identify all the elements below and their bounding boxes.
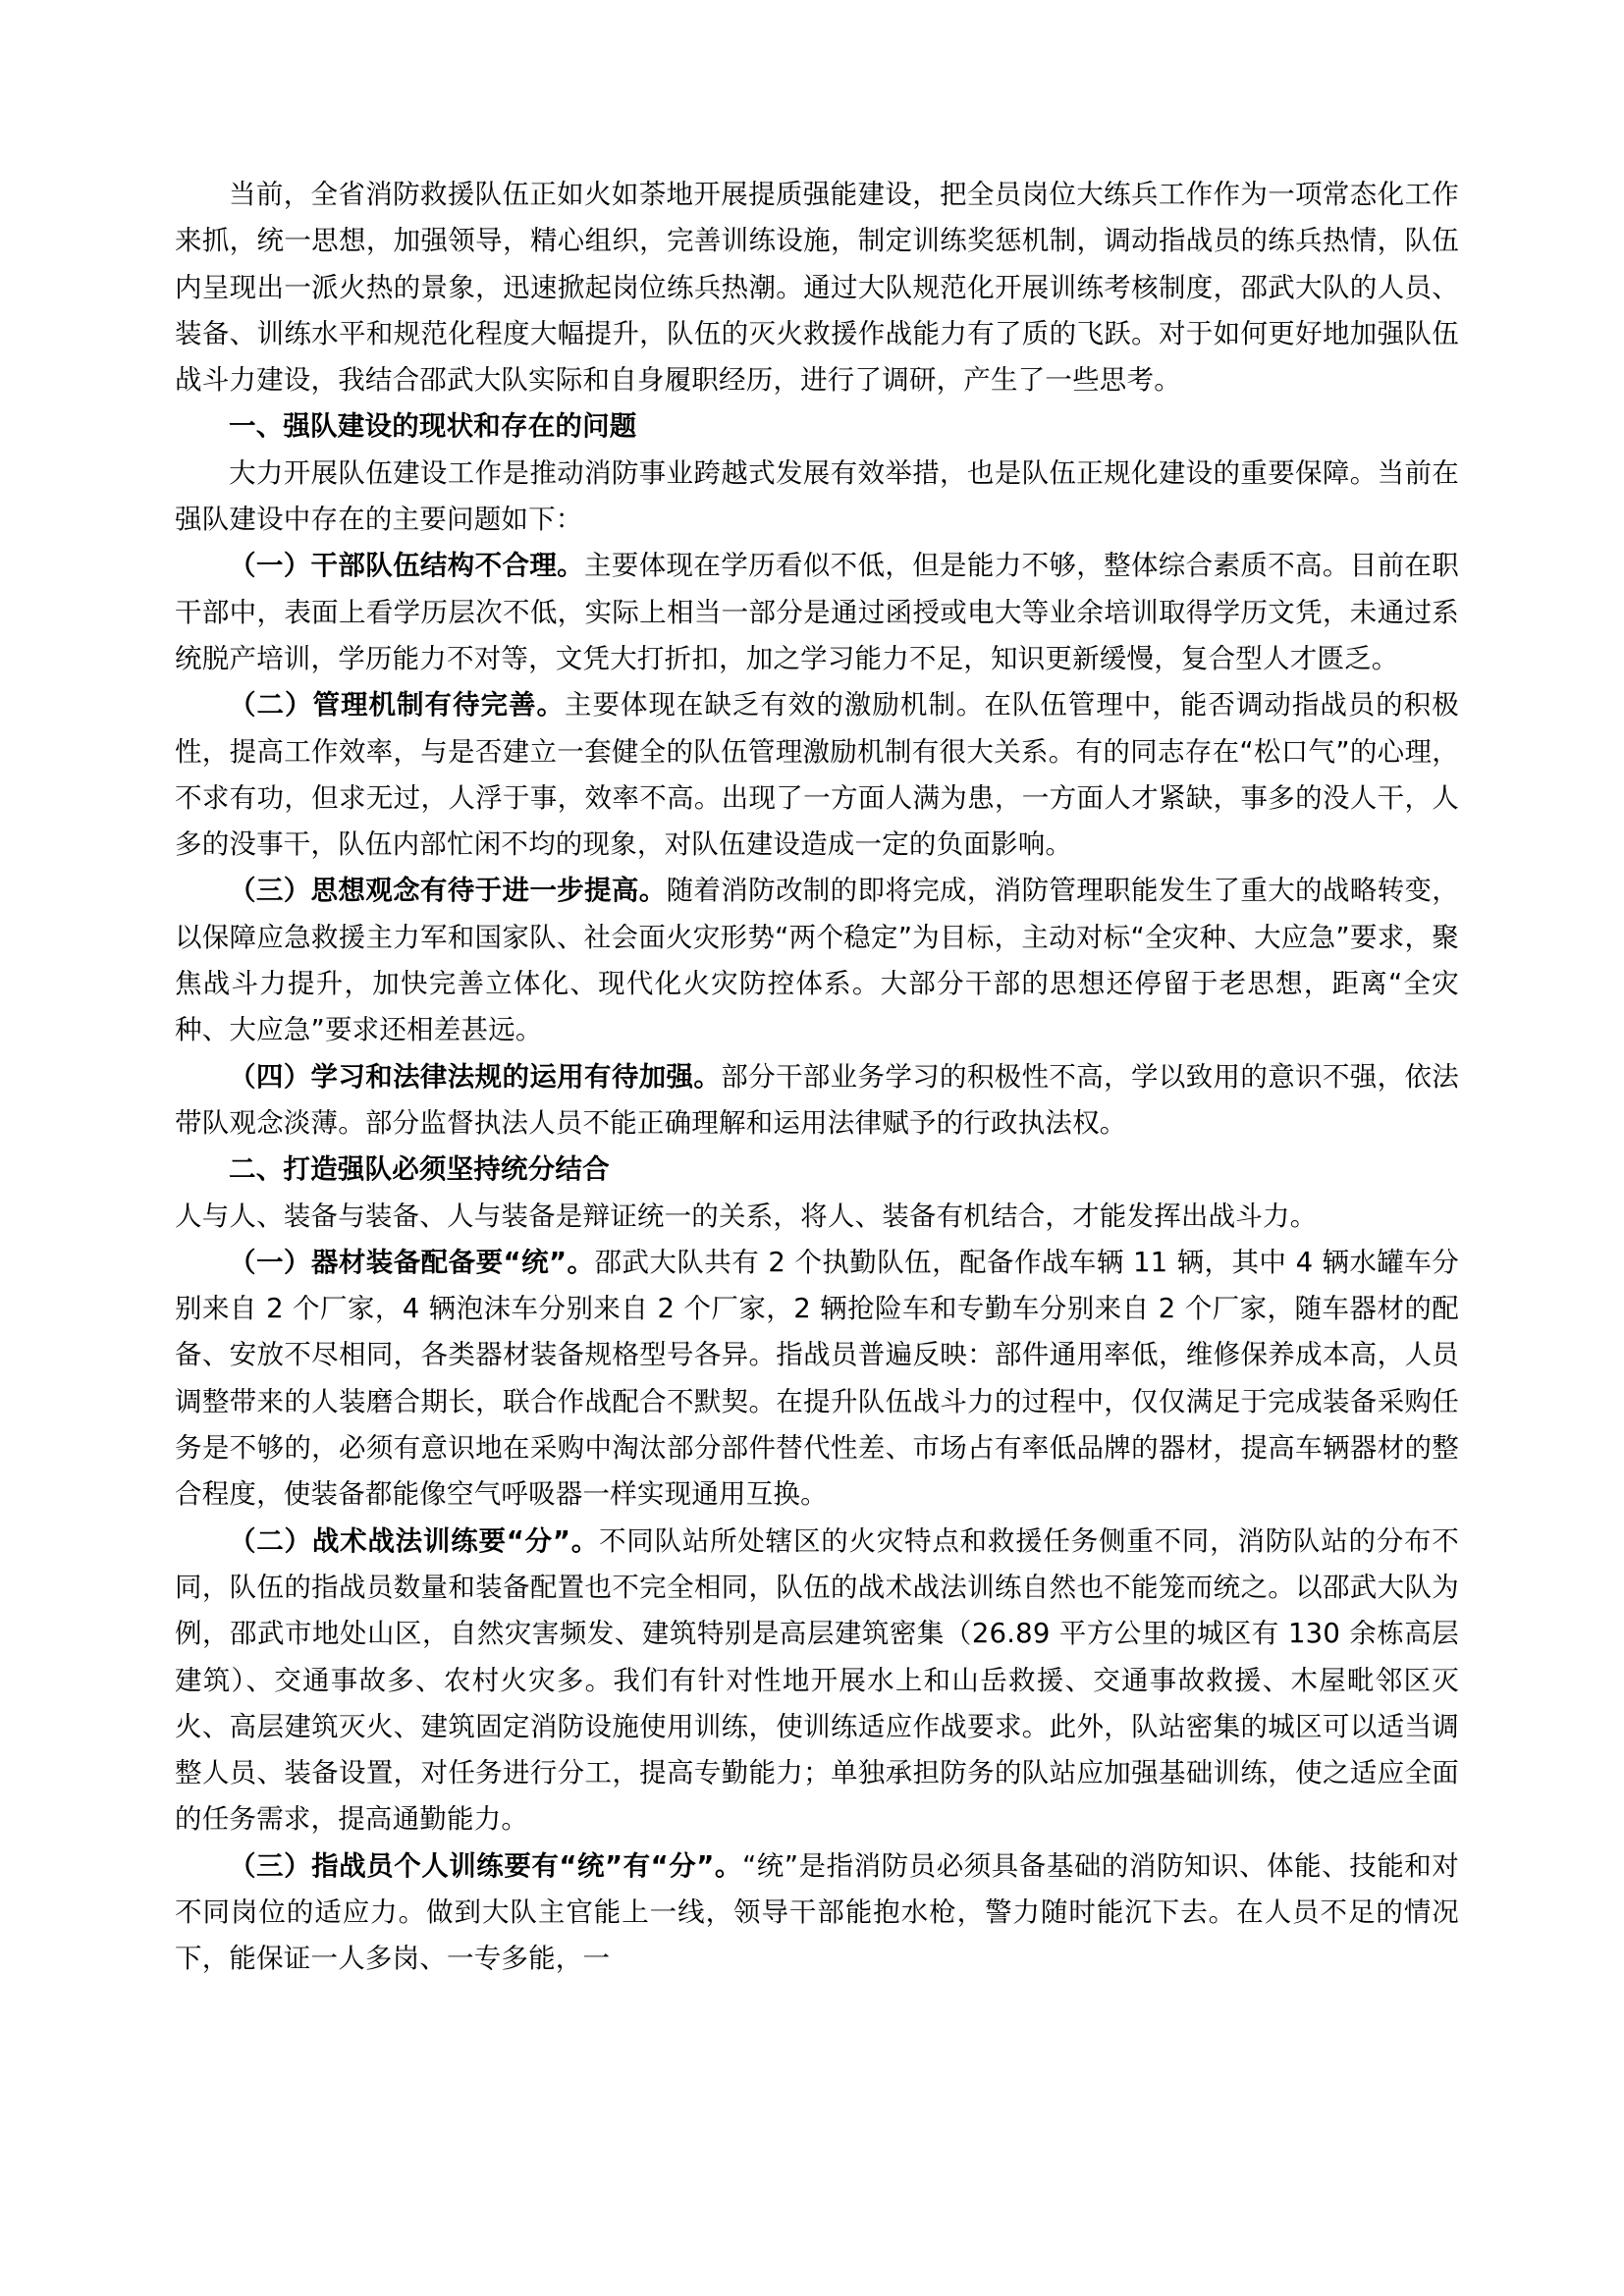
paragraph-2 [175,543,1459,682]
paragraph-8-lead: （二）战术战法训练要“分”。 [229,1524,600,1557]
paragraph-2-text: 主要体现在学历看似不低，但是能力不够，整体综合素质不高。目前在职干部中，表面上看学历层次不低，实际上相当一部分是通过函授或电大等业余培训取得学历文凭，未通过系统脱产培训，学历能力不对等，文凭大打折扣，加之学习能力不足，知识更新缓慢，复合型人才匮乏。 [175,550,1459,674]
paragraph-2-lead: （一）干部队伍结构不合理。 [229,550,585,582]
document-body [175,172,1459,1983]
paragraph-3 [175,682,1459,868]
paragraph-9-lead: （三）指战员个人训练要有“统”有“分”。 [229,1849,742,1882]
section-heading-1: 一、强队建设的现状和存在的问题 [229,410,637,443]
paragraph-8-text: 不同队站所处辖区的火灾特点和救援任务侧重不同，消防队站的分布不同，队伍的指战员数量和装备配置也不完全相同，队伍的战术战法训练自然也不能笼而统之。以邵武大队为例，邵武市地处山区，自然灾害频发、建筑特别是高层建筑密集（26.89 平方公里的城区有 130 余栋高层建筑）、交通事故多、农村火灾多。我们有针对性地开展水上和山岳救援、交通事故救援、木屋毗邻区灭火、高层建筑灭火、建筑固定消防设施使用训练，使训练适应作战要求。此外，队站密集的城区可以适当调整人员、装备设置，对任务进行分工，提高专勤能力；单独承担防务的队站应加强基础训练，使之适应全面的任务需求，提高通勤能力。 [175,1524,1459,1836]
paragraph-intro: 当前，全省消防救援队伍正如火如荼地开展提质强能建设，把全员岗位大练兵工作作为一项常态化工作来抓，统一思想，加强领导，精心组织，完善训练设施，制定训练奖惩机制，调动指战员的练兵热情，队伍内呈现出一派火热的景象，迅速掀起岗位练兵热潮。通过大队规范化开展训练考核制度，邵武大队的人员、装备、训练水平和规范化程度大幅提升，队伍的灭火救援作战能力有了质的飞跃。对于如何更好地加强队伍战斗力建设，我结合邵武大队实际和自身履职经历，进行了调研，产生了一些思考。 [175,179,1459,397]
paragraph-7-lead: （一）器材装备配备要“统”。 [229,1246,595,1278]
paragraph-3-text: 主要体现在缺乏有效的激励机制。在队伍管理中，能否调动指战员的积极性，提高工作效率，与是否建立一套健全的队伍管理激励机制有很大关系。有的同志存在“松口气”的心理，不求有功，但求无过，人浮于事，效率不高。出现了一方面人满为患，一方面人才紧缺，事多的没人干，人多的没事干，队伍内部忙闲不均的现象，对队伍建设造成一定的负面影响。 [175,689,1459,861]
paragraph-4-lead: （三）思想观念有待于进一步提高。 [229,875,667,907]
paragraph-6: 人与人、装备与装备、人与装备是辩证统一的关系，将人、装备有机结合，才能发挥出战斗力。 [175,1200,1318,1232]
paragraph-9-text: “统”是指消防员必须具备基础的消防知识、体能、技能和对不同岗位的适应力。做到大队主官能上一线，领导干部能抱水枪，警力随时能沉下去。在人员不足的情况下，能保证一人多岗、一专多能，一 [175,1849,1459,1975]
paragraph-7-text: 邵武大队共有 2 个执勤队伍，配备作战车辆 11 辆，其中 4 辆水罐车分别来自 2 个厂家，4 辆泡沫车分别来自 2 个厂家，2 辆抢险车和专勤车分别来自 2 个厂家，随车器材的配备、安放不尽相同，各类器材装备规格型号各异。指战员普遍反映：部件通用率低，维修保养成本高，人员调整带来的人装磨合期长，联合作战配合不默契。在提升队伍战斗力的过程中，仅仅满足于完成装备采购任务是不够的，必须有意识地在采购中淘汰部分部件替代性差、市场占有率低品牌的器材，提高车辆器材的整合程度，使装备都能像空气呼吸器一样实现通用互换。 [175,1246,1459,1511]
paragraph-4-text: 随着消防改制的即将完成，消防管理职能发生了重大的战略转变，以保障应急救援主力军和国家队、社会面火灾形势“两个稳定”为目标，主动对标“全灾种、大应急”要求，聚焦战斗力提升，加快完善立体化、现代化火灾防控体系。大部分干部的思想还停留于老思想，距离“全灾种、大应急”要求还相差甚远。 [175,875,1459,1046]
section-heading-2: 二、打造强队必须坚持统分结合 [229,1153,610,1186]
paragraph-9 [175,1843,1459,1983]
paragraph-3-lead: （二）管理机制有待完善。 [229,689,565,721]
paragraph-5-text: 部分干部业务学习的积极性不高，学以致用的意识不强，依法带队观念淡薄。部分监督执法人员不能正确理解和运用法律赋予的行政执法权。 [175,1060,1459,1139]
paragraph-4 [175,868,1459,1053]
paragraph-1: 大力开展队伍建设工作是推动消防事业跨越式发展有效举措，也是队伍正规化建设的重要保障。当前在强队建设中存在的主要问题如下： [175,456,1459,536]
paragraph-5-lead: （四）学习和法律法规的运用有待加强。 [229,1060,722,1093]
paragraph-5 [175,1054,1459,1148]
paragraph-8 [175,1519,1459,1843]
paragraph-7 [175,1240,1459,1519]
